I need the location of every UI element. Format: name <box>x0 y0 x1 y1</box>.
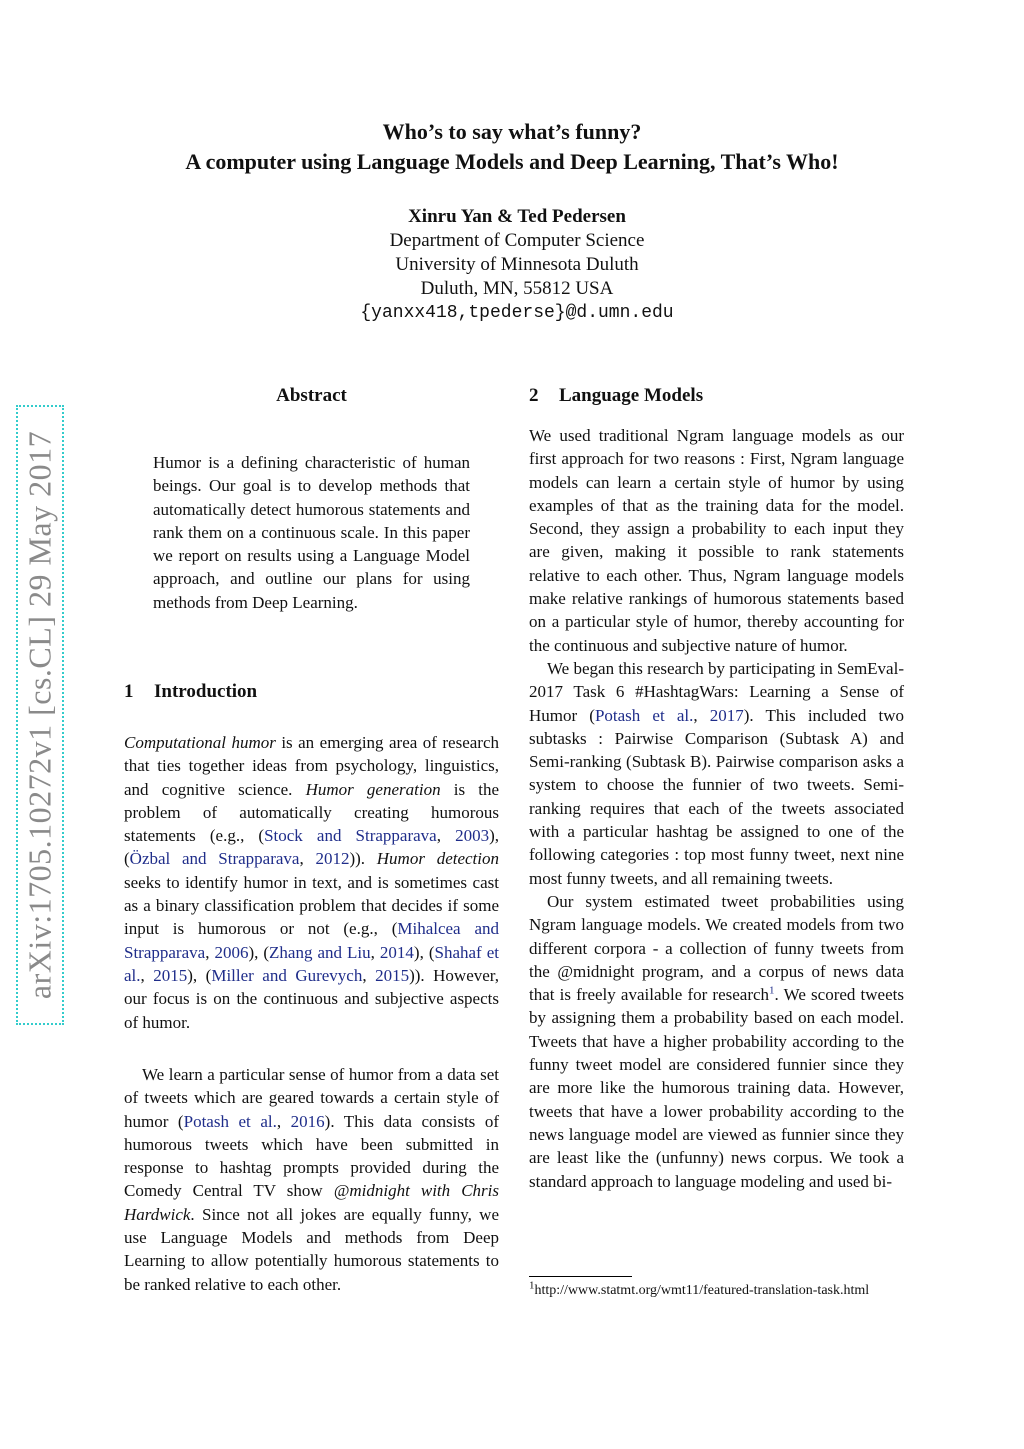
text-run: ). This data consists of humorous tweets which have been submitted in response to hashtag prompts provided during the Comedy Central TV show <box>124 1111 500 1201</box>
title-line-1: Who’s to say what’s funny? <box>382 119 642 144</box>
text-run: , <box>205 942 215 962</box>
citation-link[interactable]: Potash et al. <box>183 1111 277 1131</box>
lm-paragraph-2 <box>529 657 904 890</box>
citation-year-link[interactable]: 2015 <box>153 965 188 985</box>
author-address: Duluth, MN, 55812 USA <box>420 278 614 299</box>
text-run: )). <box>349 849 377 869</box>
text-run: ), ( <box>413 942 435 962</box>
text-run: . Since not all jokes are equally funny, we use Language Models and methods from Deep Learning to allow potentially humorous statements to be ranked relative to each other. <box>124 1204 499 1294</box>
lm-heading <box>529 384 703 407</box>
text-run: , <box>140 965 154 985</box>
text-run: )). However, our focus is on the continuous and subjective aspects of humor. <box>124 965 500 1032</box>
citation-link[interactable]: Miller and Gurevych <box>211 965 363 985</box>
footnote-rule <box>529 1276 632 1277</box>
author-department: Department of Computer Science <box>389 230 645 251</box>
footnote-number: 1 <box>529 1279 535 1292</box>
citation-year-link[interactable]: 2014 <box>379 942 414 962</box>
citation-year-link[interactable]: 2006 <box>214 942 249 962</box>
text-run: ). This included two subtasks : Pairwise Comparison (Subtask A) and Semi-ranking (Subtask B). Pairwise comparison asks a system to choose the funnier of two tweets. Semi-ranking requires that each of the tweets associated with a particular hashtag be assigned to one of the following categories : top most funny tweet, next nine most funny tweets, and all remaining tweets. <box>529 705 904 888</box>
author-email: {yanxx418,tpederse}@d.umn.edu <box>360 303 674 323</box>
show-title: @midnight with Chris Hardwick <box>124 1181 499 1224</box>
text-run: . We scored tweets by assigning them a probability based on each model. Tweets that have a higher probability according to the funny tweet model are considered funnier since they are more like the humorous training data. However, tweets that have a lower probability according to the news language model are viewed as funnier since they are least like the (unfunny) news corpus. We took a standard approach to language modeling and used bi- <box>529 985 904 1191</box>
text-run: is the problem of automatically creating humorous statements (e.g., ( <box>124 779 500 846</box>
term-computational-humor: Computational humor <box>124 733 276 752</box>
text-run: , <box>276 1111 291 1131</box>
citation-year-link[interactable]: 2017 <box>709 705 744 725</box>
citation-year-link[interactable]: 2003 <box>455 826 490 846</box>
lm-section-body <box>529 424 904 1193</box>
citation-year-link[interactable]: 2016 <box>290 1111 325 1131</box>
text-run: , <box>436 826 456 846</box>
lm-title: Language Models <box>559 385 704 406</box>
text-run: We learn a particular sense of humor from a data set of tweets which are geared towards a certain style of humor ( <box>124 1065 499 1131</box>
footnote <box>529 1279 904 1300</box>
citation-link[interactable]: Potash et al. <box>594 705 694 725</box>
abstract-heading: Abstract <box>276 385 347 406</box>
citation-year-link[interactable]: 2015 <box>375 965 410 985</box>
text-run: , <box>370 942 380 962</box>
citation-link[interactable]: Zhang and Liu <box>269 942 371 962</box>
citation-year-link[interactable]: 2012 <box>315 849 350 869</box>
text-run: is an emerging area of research that ties together ideas from psychology, linguistics, and cognitive science. <box>124 733 500 799</box>
text-run: seeks to identify humor in text, and is sometimes cast as a binary classification problem that decides if some input is humorous or not (e.g., ( <box>124 872 499 939</box>
abstract-text <box>153 451 470 614</box>
author-block <box>0 205 1024 325</box>
title-line-2: A computer using Language Models and Deep Learning, That’s Who! <box>185 149 839 174</box>
term-humor-generation: Humor generation <box>305 779 441 799</box>
text-run: ), ( <box>124 826 500 869</box>
citation-link[interactable]: Mihalcea and Strapparava <box>124 919 499 962</box>
footnote-url[interactable]: http://www.statmt.org/wmt11/featured-translation-task.html <box>534 1283 870 1298</box>
lm-number: 2 <box>529 385 539 406</box>
lm-paragraph-1: We used traditional Ngram language models as our first approach for two reasons : First, Ngram language models can learn a certain style of humor by using examples of that as the training data for the model. Second, they assign a probability to each input they are given, making it possible to rank statements relative to each other. Thus, Ngram language models make relative rankings of humorous statements based on a particular style of humor, thereby accounting for the continuous and subjective nature of humor. <box>529 426 904 655</box>
text-run: , <box>299 849 316 869</box>
text-run: ), ( <box>248 942 270 962</box>
text-run: We began this research by participating in SemEval-2017 Task 6 #HashtagWars: Learning a Sense of Humor ( <box>529 658 904 725</box>
intro-paragraph-2 <box>124 1063 499 1296</box>
text-run: ), ( <box>187 965 212 985</box>
term-humor-detection: Humor detection <box>376 849 499 869</box>
lm-paragraph-3 <box>529 890 904 1193</box>
intro-title: Introduction <box>154 681 258 702</box>
arxiv-stamp[interactable] <box>16 405 64 1025</box>
text-run: , <box>362 965 376 985</box>
author-university: University of Minnesota Duluth <box>395 254 639 275</box>
arxiv-stamp-text: arXiv:1705.10272v1 [cs.CL] 29 May 2017 <box>21 430 58 1000</box>
intro-paragraph-1 <box>124 731 499 1034</box>
intro-heading <box>124 680 257 703</box>
citation-link[interactable]: Özbal and Strapparava <box>129 849 300 869</box>
intro-number: 1 <box>124 681 134 702</box>
author-names: Xinru Yan & Ted Pedersen <box>408 206 626 227</box>
text-run: , <box>693 705 710 725</box>
paper-title <box>0 117 1024 177</box>
abstract-paragraph: Humor is a defining characteristic of human beings. Our goal is to develop methods that automatically detect humorous statements and rank them on a continuous scale. In this paper we report on results using a Language Model approach, and outline our plans for using methods from Deep Learning. <box>153 453 470 612</box>
citation-link[interactable]: Stock and Strapparava <box>264 826 437 846</box>
text-run: Our system estimated tweet probabilities using Ngram language models. We created models from two different corpora - a collection of funny tweets from the @midnight program, and a corpus of news data that is freely available for research <box>529 891 904 1005</box>
citation-link[interactable]: Shahaf et al. <box>124 942 500 985</box>
footnote-mark-link[interactable]: 1 <box>769 984 775 997</box>
